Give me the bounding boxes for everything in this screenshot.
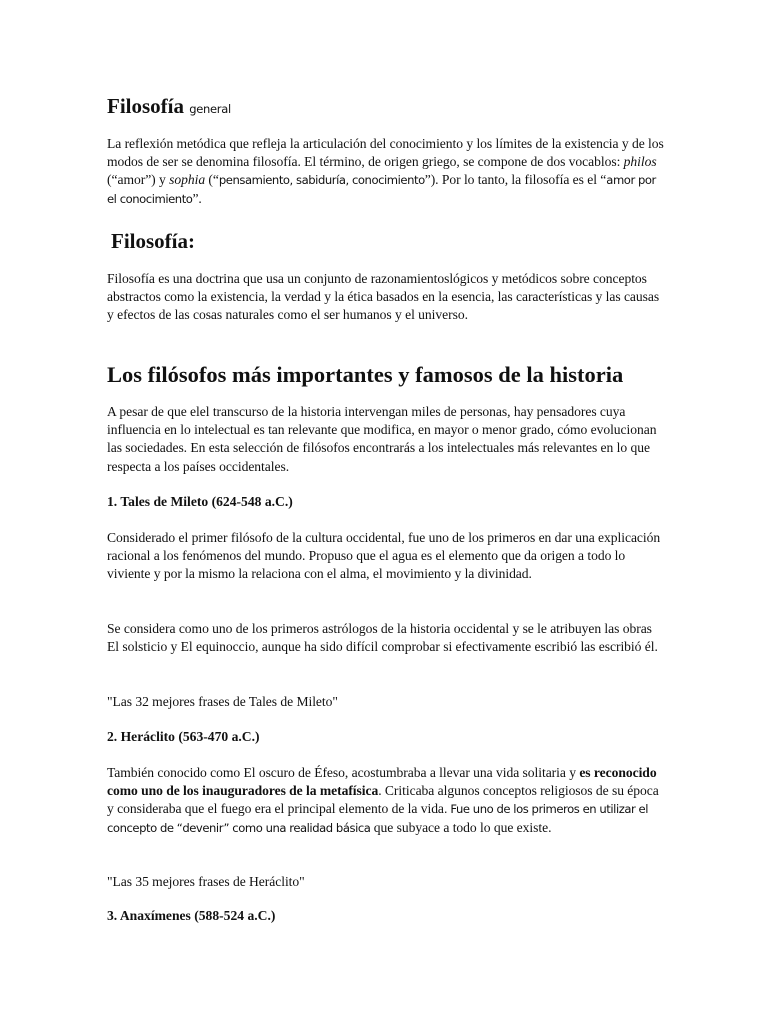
text-run: También conocido como El oscuro de Éfeso, acostumbraba a llevar una vida solitaria y [107, 765, 580, 780]
paragraph-heraclito [107, 764, 667, 837]
text-run-narrow: amor por el conocimiento [107, 173, 656, 206]
text-run: (“amor”) y [107, 172, 170, 188]
heading-filosofia: Filosofía: [111, 229, 195, 253]
text-run: . Criticaba algunos conceptos religiosos de su época y consideraba que el fuego era el principal elemento de la vida [107, 783, 659, 817]
text-run-narrow: pensamiento, sabiduría, conocimiento [218, 173, 425, 188]
section-title-tales: 1. Tales de Mileto (624-548 a.C.) [107, 494, 293, 509]
text-run: La reflexión metódica que refleja la articulación del conocimiento y los límites de la existencia y de los modos de ser se denomina filosofía. El término, de origen griego, se compone de dos vocablos: [107, 136, 664, 170]
text-run: ”). Por lo tanto, la filosofía es el “ [424, 172, 607, 188]
heading-title: Filosofía [107, 94, 184, 118]
quote-heraclito: "Las 35 mejores frases de Heráclito" [107, 874, 305, 889]
term-sophia: sophia [169, 172, 206, 188]
heading-filosofia-general [107, 93, 667, 122]
heading-small: general [189, 102, 231, 116]
paragraph-tales-2: Se considera como uno de los primeros astrólogos de la historia occidental y se le atribuyen las obras El solsticio y El equinoccio, aunque ha sido difícil comprobar si efectivamente escribió las escribió él. [107, 621, 658, 655]
section-title-heraclito: 2. Heráclito (563-470 a.C.) [107, 729, 260, 744]
section-title-anaximenes: 3. Anaxímenes (588-524 a.C.) [107, 908, 276, 923]
term-philos: philos [623, 154, 657, 170]
text-run: (“ [205, 172, 219, 188]
paragraph-overview: A pesar de que elel transcurso de la historia intervengan miles de personas, hay pensadores cuya influencia en lo intelectual es tan relevante que modifica, en mayor o menor grado, cómo evolucionan las sociedades. En esta selección de filósofos encontrarás a los intelectuales más relevantes en lo que respecta a los países occidentales. [107, 404, 657, 474]
paragraph-intro [107, 135, 667, 208]
paragraph-definition: Filosofía es una doctrina que usa un conjunto de razonamientoslógicos y metódicos sobre conceptos abstractos como la existencia, la verdad y la ética basados en la esencia, las características y las causas y efectos de las cosas naturales como el ser humanos y el universo. [107, 271, 660, 323]
heading-famous-philosophers: Los filósofos más importantes y famosos de la historia [107, 362, 624, 387]
text-run: que subyace a todo lo que existe. [370, 819, 552, 835]
paragraph-tales-1: Considerado el primer filósofo de la cultura occidental, fue uno de los primeros en dar una explicación racional a los fenómenos del mundo. Propuso que el agua es el elemento que da origen a todo lo viviente y por la mismo la relaciona con el alma, el movimiento y la divinidad. [107, 530, 661, 582]
text-run: ”. [192, 190, 202, 206]
text-run-bold: es reconocido como uno de los inauguradores de la metafísica [107, 765, 657, 799]
text-run-narrow: . Fue uno de los primeros en utilizar el concepto de “devenir” como una realidad básica [107, 802, 649, 835]
quote-tales: "Las 32 mejores frases de Tales de Mileto" [107, 694, 338, 709]
